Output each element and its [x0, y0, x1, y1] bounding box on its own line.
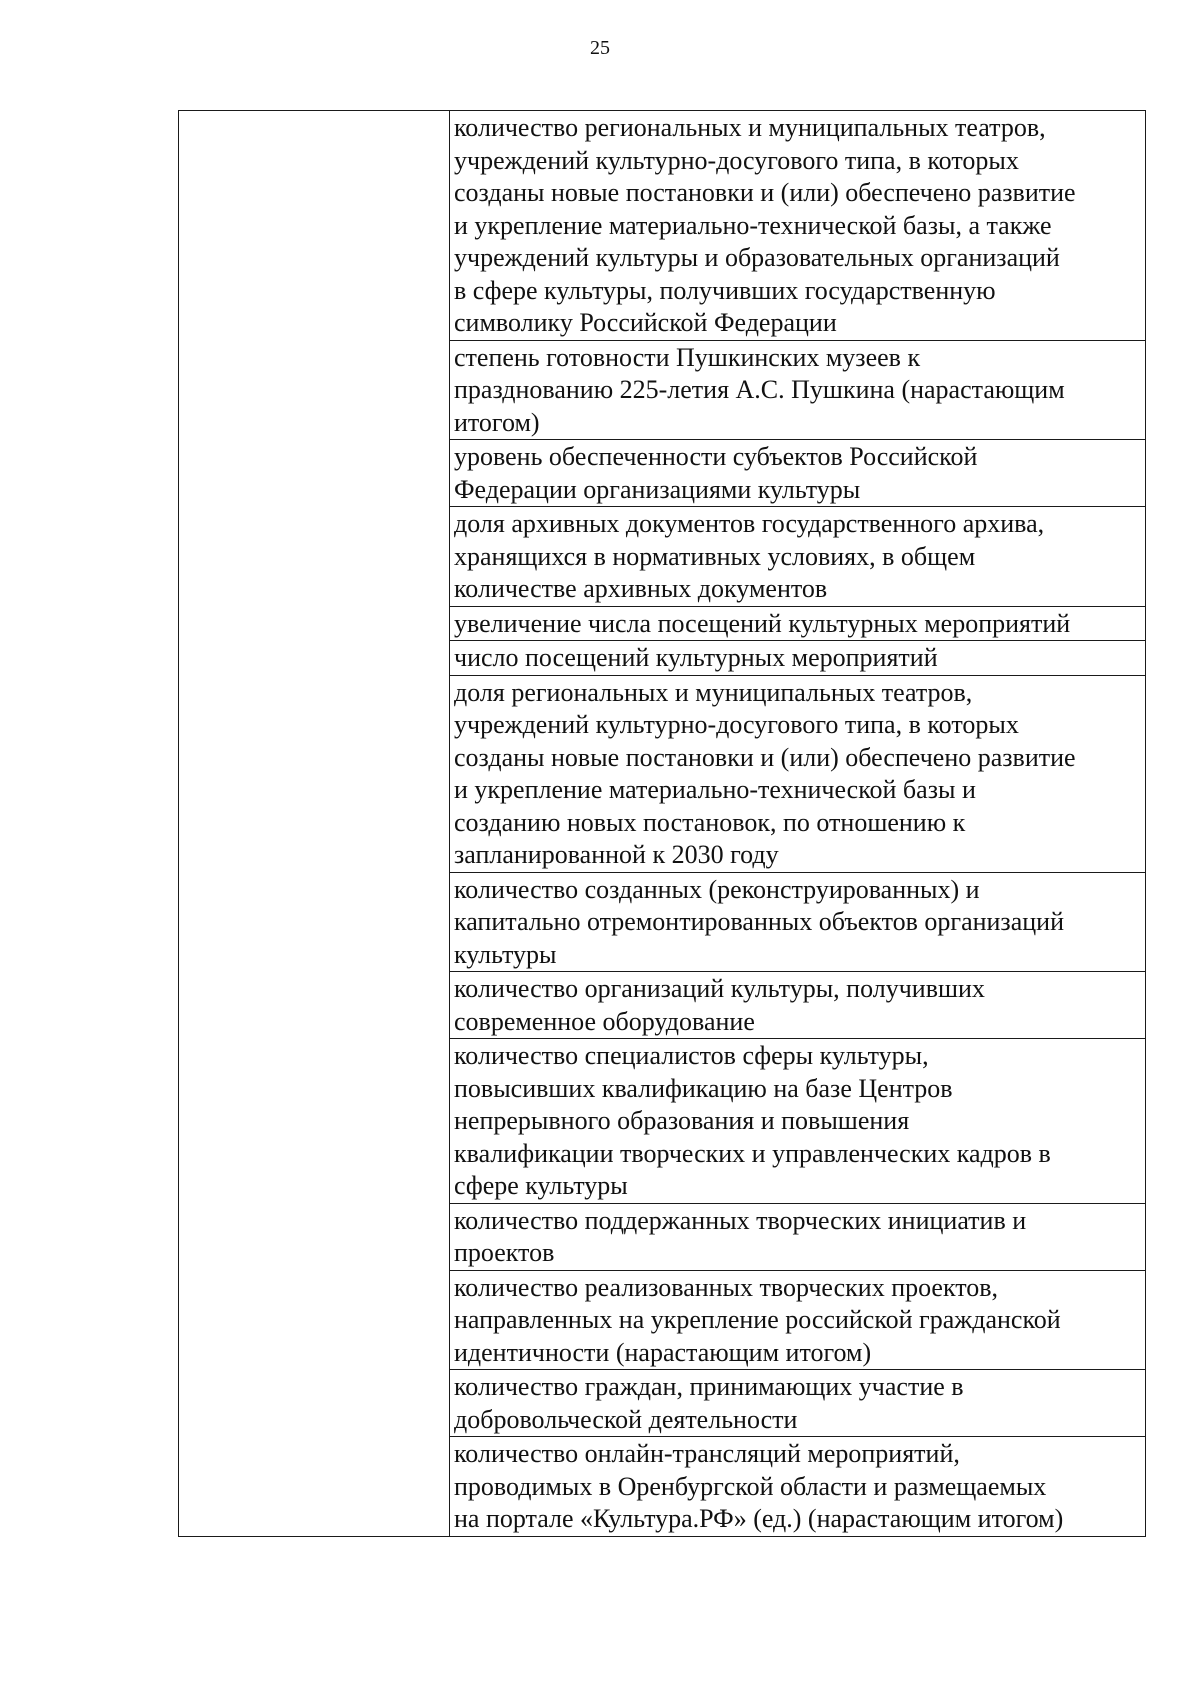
indicator-text: увеличение числа посещений культурных мероприятий — [454, 608, 1071, 638]
indicator-cell — [450, 340, 1146, 440]
indicator-text: степень готовности Пушкинских музеев к празднованию 225-летия А.С. Пушкина (нарастающим итогом) — [454, 342, 1065, 437]
indicator-cell — [450, 972, 1146, 1039]
indicator-text: количество организаций культуры, получивших современное оборудование — [454, 974, 985, 1036]
page-number: 25 — [590, 37, 610, 59]
indicator-cell — [450, 507, 1146, 607]
indicator-text: количество поддержанных творческих инициатив и проектов — [454, 1205, 1027, 1267]
indicator-cell — [450, 440, 1146, 507]
indicator-cell — [450, 1437, 1146, 1537]
indicator-cell — [450, 641, 1146, 676]
indicator-text: количество созданных (реконструированных) и капитально отремонтированных объектов организаций культуры — [454, 874, 1064, 969]
indicator-cell — [450, 1203, 1146, 1270]
indicator-text: уровень обеспеченности субъектов Российской Федерации организациями культуры — [454, 442, 978, 504]
indicator-text: количество онлайн-трансляций мероприятий, проводимых в Оренбургской области и размещаемых на портале «Культура.РФ» (ед.) (нарастающим итогом) — [454, 1439, 1064, 1533]
indicator-cell — [450, 111, 1146, 341]
indicator-cell — [450, 1370, 1146, 1437]
indicator-cell — [450, 872, 1146, 972]
indicator-text: доля архивных документов государственного архива, хранящихся в нормативных условиях, в общем количестве архивных документов — [454, 509, 1045, 603]
indicator-text: количество региональных и муниципальных театров, учреждений культурно-досугового типа, в которых созданы новые постановки и (или) обеспечено развитие и укрепление материально-технической базы, а также учреждений культуры и образовательных организаций в сфере культуры, получивших государственную символику Российской Федерации — [454, 113, 1076, 337]
indicator-text: количество специалистов сферы культуры, повысивших квалификацию на базе Центров непрерывного образования и повышения квалификации творческих и управленческих кадров в сфере культуры — [454, 1041, 1051, 1200]
indicator-cell — [450, 1039, 1146, 1204]
indicator-text: доля региональных и муниципальных театров, учреждений культурно-досугового типа, в которых созданы новые постановки и (или) обеспечено развитие и укрепление материально-технической базы и созданию новых постановок, по отношению к запланированной к 2030 году — [454, 677, 1076, 869]
indicator-table — [178, 110, 1146, 1537]
indicator-cell — [450, 1270, 1146, 1370]
table-row — [179, 111, 1146, 341]
indicator-text: число посещений культурных мероприятий — [454, 643, 938, 672]
indicator-text: количество граждан, принимающих участие в добровольческой деятельности — [454, 1372, 964, 1434]
indicator-text: количество реализованных творческих проектов, направленных на укрепление российской гражданской идентичности (нарастающим итогом) — [454, 1272, 1061, 1367]
empty-left-cell — [179, 111, 450, 1537]
indicator-cell — [450, 606, 1146, 641]
indicator-cell — [450, 675, 1146, 872]
